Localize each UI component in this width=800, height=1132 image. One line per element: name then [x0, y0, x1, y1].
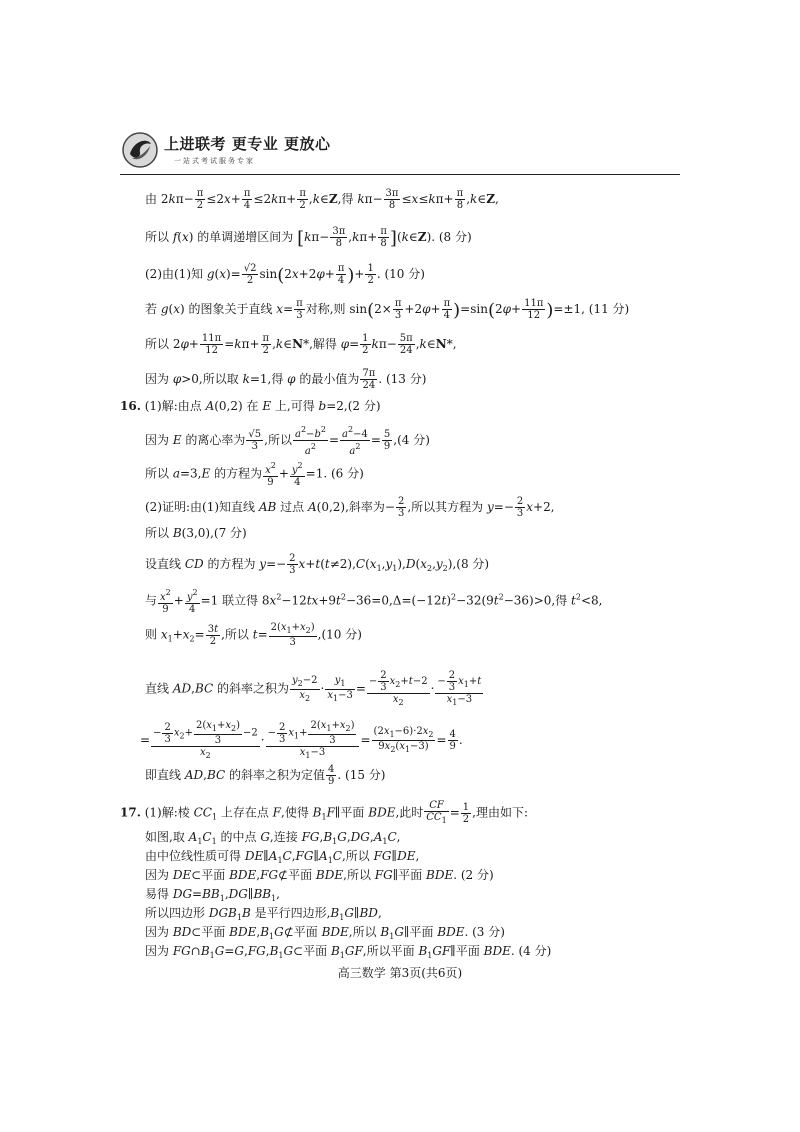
header-divider — [120, 174, 680, 175]
solution-line: 16. (1)解:由点 A(0,2) 在 E 上,可得 b=2,(2 分) — [120, 399, 381, 413]
solution-line: 因为 DE⊂平面 BDE,FG⊄平面 BDE,所以 FG∥平面 BDE. (2 分) — [145, 868, 494, 882]
solution-line: (2)由(1)知 g(x)= $\frac{√2}{2}$ sin(2x+2φ+ $\frac{\pi}{4}$ )+ $\frac{1}{2}$ . (10 分) — [145, 263, 425, 286]
solution-line: 若 g(x) 的图象关于直线 x= $\frac{\pi}{3}$ 对称,则 sin(2× $\frac{\pi}{3}$ +2φ+ $\frac{\pi}{4}$ )=sin(2φ+ $\frac{11\pi}{12}$ )=±1, (11 分) — [145, 298, 630, 321]
solution-line: 易得 $DG=BB_1,DG\parallel BB_1$, — [145, 887, 280, 903]
solution-line: 所以 f(x) 的单调递增区间为 [kπ− $\frac{3\pi}{8}$ ,kπ+ $\frac{\pi}{8}$ ](k∈Z). (8 分) — [145, 226, 472, 249]
solution-line: 所以 2φ+ $\frac{11\pi}{12}$ =kπ+ $\frac{\pi}{2}$ ,k∈N*,解得 φ= $\frac{1}{2}$ kπ− $\frac{5\pi}{24}$ ,k∈N*, — [145, 333, 457, 356]
solution-line: = − $\frac{2}{3}$ $x_2+$ $\frac{2(x_1+x_2)}{3}$ −2 $x_2$ · − $\frac{2}{3}$ $x_1+$ $\frac{2(x_1+x_2)}{3}$ $x_1-3$ = $\frac{(2x_1-6)\cdot 2x_2}{9x_2(x_1-3)}$ = $\frac{4}{9}$ . — [140, 720, 463, 760]
solution-line: 17. (1)解:棱 $CC_1$ 上存在点 F,使得 $B_1F\parallel$平面 BDE,此时 $\frac{CF}{CC_1}$ = $\frac{1}{2}$ ,理由如下: — [120, 800, 528, 825]
solution-line: 则 $x_1+x_2=$ $\frac{3t}{2}$ ,所以 t= $\frac{2(x_1+x_2)}{3}$ ,(10 分) — [145, 622, 362, 648]
solution-line: 所以 a=3,E 的方程为 $\frac{x^2}{9}$ + $\frac{y^2}{4}$ =1. (6 分) — [145, 461, 364, 488]
solution-line: 设直线 CD 的方程为 y=− $\frac{2}{3}$ $x+t(t\ne 2),C(x_1,y_1),D(x_2,y_2),(8$ 分) — [145, 553, 490, 576]
solution-line: 与 $\frac{x^2}{9}$ + $\frac{y^2}{4}$ =1 联立得 $8x^2-12tx+9t^2-36=0,\Delta=(-12t)^2-32(9t^2-36)>0$,得 $t^2<8$, — [145, 588, 603, 615]
solution-line: (2)证明:由(1)知直线 AB 过点 A(0,2),斜率为− $\frac{2}{3}$ ,所以其方程为 y=− $\frac{2}{3}$ x+2, — [145, 496, 555, 519]
solution-line: 直线 AD,BC 的斜率之积为 $\frac{y_2-2}{x_2}$ · $\frac{y_1}{x_1-3}$ = − $\frac{2}{3}$ $x_2+t-2$ $x_2$ · − $\frac{2}{3}$ $x_1+t$ $x_1-3$ — [145, 670, 482, 707]
brand-logo-icon — [120, 130, 160, 170]
brand-subtitle: 一站式考试服务专家 — [174, 157, 255, 165]
solution-line: 所以四边形 $DGB_1B$ 是平行四边形$,B_1G\parallel BD$, — [145, 906, 382, 922]
page-footer: 高三数学 第3页(共6页) — [337, 966, 463, 980]
brand-title: 上进联考 更专业 更放心 — [164, 135, 331, 153]
solution-line: 因为 $FG\cap B_1G=G,FG,B_1G\subset$平面 $B_1GF$,所以平面 $B_1GF\parallel$平面 BDE. (4 分) — [145, 944, 552, 960]
solution-line: 由 2kπ− $\frac{\pi}{2}$ ≤2x+ $\frac{\pi}{4}$ ≤2kπ+ $\frac{\pi}{2}$ ,k∈Z,得 kπ− $\frac{3\pi}{8}$ ≤x≤kπ+ $\frac{\pi}{8}$ ,k∈Z, — [145, 188, 499, 211]
solution-line: 即直线 AD,BC 的斜率之积为定值 $\frac{4}{9}$ . (15 分) — [145, 764, 386, 787]
solution-line: 因为 E 的离心率为 $\frac{√5}{3}$ ,所以 $\frac{a^2-b^2}{a^2}$ = $\frac{a^2-4}{a^2}$ = $\frac{5}{9}$ ,(4 分) — [145, 425, 430, 457]
solution-line: 所以 B(3,0),(7 分) — [145, 526, 247, 540]
brand-header — [120, 130, 370, 176]
solution-line: 因为 φ>0,所以取 k=1,得 φ 的最小值为 $\frac{7\pi}{24}$ . (13 分) — [145, 368, 427, 391]
solution-line: 由中位线性质可得 $DE\parallel A_1C,FG\parallel A_1C$,所以 FG∥DE, — [145, 849, 420, 865]
solution-line: 因为 BD⊂平面 $BDE,B_1G⊄$平面 BDE,所以 $B_1G\parallel$平面 BDE. (3 分) — [145, 925, 505, 941]
solution-line: 如图,取 $A_1C_1$ 的中点 G,连接 $FG,B_1G,DG,A_1C$, — [145, 830, 401, 846]
